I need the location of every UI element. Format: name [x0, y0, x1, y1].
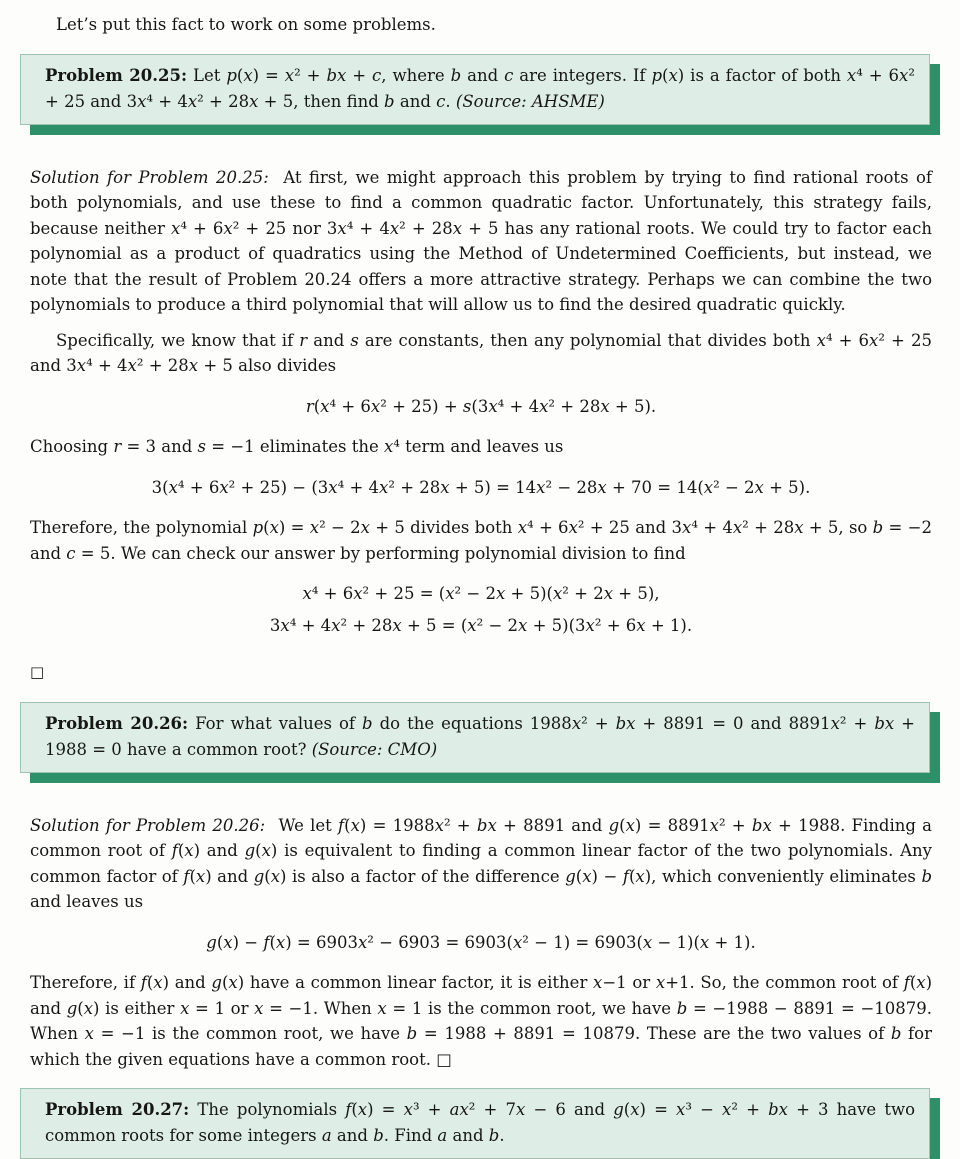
solution-20-26-para-2: Therefore, if f(x) and g(x) have a common linear factor, it is either x−1 or x+1. So, the common root of f(x) and g(x) is either x = 1 or x = −1. When x = 1 is the common root, we have b = −1988 − 8891 = −10879. When x = −1 is the common root, we have b = 1988 + 8891 = 10879. These are the two values of b for which the given equations have a common root. □	[30, 973, 933, 1069]
problem-20-25-body: Let p(x) = x² + bx + c, where b and c are integers. If p(x) is a factor of both x⁴ + 6x² + 25 and 3x⁴ + 4x² + 28x + 5, then find b and c. (Source: AHSME)	[45, 65, 915, 111]
problem-20-26-label: Problem 20.26:	[45, 713, 189, 733]
equation-elimination: 3(x⁴ + 6x² + 25) − (3x⁴ + 4x² + 28x + 5) = 14x² − 28x + 70 = 14(x² − 2x + 5).	[151, 477, 811, 497]
solution-20-25-para-1	[30, 165, 932, 318]
problem-20-27-label: Problem 20.27:	[45, 1100, 190, 1119]
problem-20-27-body: The polynomials f(x) = x³ + ax² + 7x − 6 and g(x) = x³ − x² + bx + 3 have two common roots for some integers a and b. Find a and b.	[45, 1100, 916, 1145]
solution-20-25-para-4: Therefore, the polynomial p(x) = x² − 2x + 5 divides both x⁴ + 6x² + 25 and 3x⁴ + 4x² + 28x + 5, so b = −2 and c = 5. We can check our answer by performing polynomial division to find	[30, 518, 932, 563]
solution-20-26-lead: Solution for Problem 20.26:	[30, 815, 266, 835]
problem-20-25-label: Problem 20.25:	[45, 65, 188, 85]
problem-20-26-text	[45, 711, 915, 763]
solution-20-25-para-2: Specifically, we know that if r and s are constants, then any polynomial that divides both x⁴ + 6x² + 25 and 3x⁴ + 4x² + 28x + 5 also divides	[30, 330, 932, 375]
solution-20-25-para-3: Choosing r = 3 and s = −1 eliminates the x⁴ term and leaves us	[30, 437, 564, 456]
equation-difference: g(x) − f(x) = 6903x² − 6903 = 6903(x² − 1) = 6903(x − 1)(x + 1).	[206, 932, 756, 952]
problem-20-26-body: For what values of b do the equations 1988x² + bx + 8891 = 0 and 8891x² + bx + 1988 = 0 have a common root? (Source: CMO)	[45, 713, 916, 759]
equation-factorizations	[30, 581, 932, 638]
problem-box-20-27	[20, 1088, 930, 1159]
equation-rs-combination: r(x⁴ + 6x² + 25) + s(3x⁴ + 4x² + 28x + 5).	[305, 396, 657, 416]
solution-20-26-para-1-body: We let f(x) = 1988x² + bx + 8891 and g(x) = 8891x² + bx + 1988. Finding a common root of f(x) and g(x) is equivalent to finding a common linear factor of the two polynomials. Any common factor of f(x) and g(x) is also a factor of the difference g(x) − f(x), which conveniently eliminates b and leaves us	[30, 815, 933, 911]
problem-20-25-text	[45, 63, 915, 115]
problem-box-20-26	[20, 702, 930, 773]
problem-20-27-text	[45, 1097, 915, 1149]
solution-20-26-para-1	[30, 813, 932, 915]
equation-factorization-1: x⁴ + 6x² + 25 = (x² − 2x + 5)(x² + 2x + 5),	[302, 584, 660, 603]
problem-box-20-25	[20, 54, 930, 125]
intro-text: Let’s put this fact to work on some problems.	[56, 15, 436, 34]
solution-20-25-para-1-body: At first, we might approach this problem by trying to find rational roots of both polynomials, and use these to find a common quadratic factor. Unfortunately, this strategy fails, because neither x⁴ + 6x² + 25 nor 3x⁴ + 4x² + 28x + 5 has any rational roots. We could try to factor each polynomial as a product of quadratics using the Method of Undetermined Coefficients, but instead, we note that the result of Problem 20.24 offers a more attractive strategy. Perhaps we can combine the two polynomials to produce a third polynomial that will allow us to find the desired quadratic quickly.	[30, 167, 932, 314]
equation-factorization-2: 3x⁴ + 4x² + 28x + 5 = (x² − 2x + 5)(3x² + 6x + 1).	[269, 615, 693, 635]
solution-20-25-lead: Solution for Problem 20.25:	[30, 167, 269, 187]
qed-square: □	[30, 663, 45, 681]
